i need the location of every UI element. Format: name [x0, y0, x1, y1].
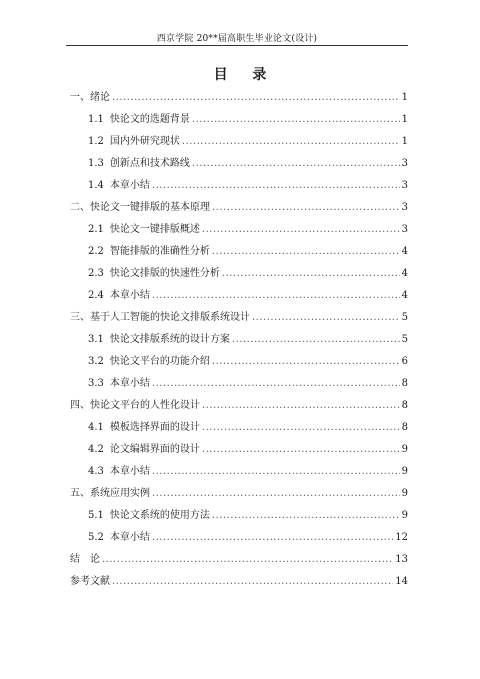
toc-entry-title: 本章小结 — [109, 290, 150, 301]
toc-entry-page: 9 — [401, 444, 408, 455]
toc-entry-title: 二、快论文一键排版的基本原理 — [70, 202, 210, 213]
dot-leader — [102, 549, 393, 571]
toc-entry-title: 三、基于人工智能的快论文排版系统设计 — [70, 312, 250, 323]
toc-entry[interactable] — [70, 417, 408, 439]
dot-leader — [212, 351, 400, 373]
toc-entry-number: 4.2 — [88, 444, 104, 455]
toc-entry-number: 1.3 — [88, 158, 104, 169]
dot-leader — [152, 373, 400, 395]
dot-leader — [202, 439, 400, 461]
toc-entry-title: 快论文排版系统的设计方案 — [109, 334, 230, 345]
toc-entry-number: 4.1 — [88, 422, 104, 433]
dot-leader — [222, 263, 400, 285]
toc-entry-number: 2.4 — [88, 290, 104, 301]
toc-entry[interactable] — [70, 87, 408, 109]
toc-entry-title: 四、快论文平台的人性化设计 — [70, 400, 200, 411]
dot-leader — [212, 241, 400, 263]
dot-leader — [202, 417, 400, 439]
toc-entry-title: 一、绪论 — [70, 92, 110, 103]
toc-entry[interactable] — [70, 131, 408, 153]
toc-entry-title: 快论文系统的使用方法 — [109, 510, 210, 521]
toc-entry[interactable] — [70, 395, 408, 417]
toc-entry[interactable] — [70, 329, 408, 351]
toc-entry[interactable] — [70, 241, 408, 263]
dot-leader — [152, 483, 400, 505]
toc-entry[interactable] — [70, 285, 408, 307]
toc-entry-page: 8 — [401, 422, 408, 433]
toc-entry-page: 14 — [395, 576, 408, 587]
toc-entry-title: 参考文献 — [70, 576, 110, 587]
toc-entry-page: 1 — [401, 114, 408, 125]
toc-entry[interactable] — [70, 549, 408, 571]
toc-entry-page: 4 — [401, 268, 408, 279]
toc-entry[interactable] — [70, 351, 408, 373]
toc-entry-page: 5 — [401, 334, 408, 345]
toc-entry-number: 5.1 — [88, 510, 104, 521]
toc-entry[interactable] — [70, 307, 408, 329]
toc-entry-number: 2.3 — [88, 268, 104, 279]
toc-entry-page: 3 — [401, 202, 408, 213]
toc-entry-page: 9 — [401, 510, 408, 521]
dot-leader — [212, 197, 400, 219]
toc-entry-title: 快论文一键排版概述 — [109, 224, 200, 235]
toc-entry-number: 1.4 — [88, 180, 104, 191]
toc-entry-title: 结 论 — [70, 554, 100, 565]
dot-leader — [112, 571, 393, 593]
toc-entry-page: 4 — [401, 290, 408, 301]
toc-entry-title: 创新点和技术路线 — [109, 158, 190, 169]
toc-entry[interactable] — [70, 483, 408, 505]
toc-entry-title: 快论文排版的快速性分析 — [109, 268, 220, 279]
header-rule — [66, 45, 408, 46]
toc-entry-title: 本章小结 — [109, 532, 150, 543]
toc-entry-title: 快论文平台的功能介绍 — [109, 356, 210, 367]
toc-entry-number: 3.2 — [88, 356, 104, 367]
toc-entry[interactable] — [70, 527, 408, 549]
table-of-contents — [70, 87, 408, 593]
toc-entry[interactable] — [70, 153, 408, 175]
toc-entry[interactable] — [70, 373, 408, 395]
toc-entry-title: 智能排版的准确性分析 — [109, 246, 210, 257]
toc-entry-title: 模板选择界面的设计 — [109, 422, 200, 433]
toc-entry-page: 9 — [401, 488, 408, 499]
toc-entry[interactable] — [70, 175, 408, 197]
toc-title: 目 录 — [213, 67, 277, 83]
dot-leader — [182, 131, 400, 153]
toc-entry-title: 本章小结 — [109, 378, 150, 389]
toc-entry-page: 3 — [401, 158, 408, 169]
toc-entry-title: 论文编辑界面的设计 — [109, 444, 200, 455]
dot-leader — [152, 175, 400, 197]
toc-entry[interactable] — [70, 505, 408, 527]
toc-entry-number: 1.2 — [88, 136, 104, 147]
toc-entry-title: 本章小结 — [109, 180, 150, 191]
running-header: 西京学院 20**届高职生毕业论文(设计) — [156, 34, 318, 44]
dot-leader — [202, 395, 400, 417]
dot-leader — [192, 109, 400, 131]
dot-leader — [232, 329, 400, 351]
toc-entry-number: 2.1 — [88, 224, 104, 235]
toc-entry-page: 3 — [401, 180, 408, 191]
toc-entry-number: 4.3 — [88, 466, 104, 477]
toc-entry-page: 6 — [401, 356, 408, 367]
toc-entry-page: 1 — [401, 92, 408, 103]
dot-leader — [152, 285, 400, 307]
dot-leader — [212, 505, 400, 527]
dot-leader — [112, 87, 400, 109]
dot-leader — [202, 219, 400, 241]
toc-entry[interactable] — [70, 197, 408, 219]
toc-entry-page: 8 — [401, 400, 408, 411]
toc-entry-number: 3.1 — [88, 334, 104, 345]
toc-entry-number: 1.1 — [88, 114, 104, 125]
toc-entry-title: 国内外研究现状 — [109, 136, 180, 147]
toc-entry-title: 本章小结 — [109, 466, 150, 477]
toc-entry[interactable] — [70, 439, 408, 461]
toc-entry[interactable] — [70, 571, 408, 593]
dot-leader — [192, 153, 400, 175]
toc-entry-title: 快论文的选题背景 — [109, 114, 190, 125]
toc-entry-page: 9 — [401, 466, 408, 477]
toc-entry[interactable] — [70, 263, 408, 285]
toc-entry-page: 3 — [401, 224, 408, 235]
dot-leader — [152, 527, 393, 549]
toc-entry-page: 5 — [401, 312, 408, 323]
toc-entry-page: 4 — [401, 246, 408, 257]
toc-entry-page: 8 — [401, 378, 408, 389]
toc-entry[interactable] — [70, 109, 408, 131]
dot-leader — [252, 307, 400, 329]
toc-entry-number: 3.3 — [88, 378, 104, 389]
dot-leader — [152, 461, 400, 483]
toc-entry-title: 五、系统应用实例 — [70, 488, 150, 499]
toc-entry-number: 2.2 — [88, 246, 104, 257]
toc-entry-page: 12 — [395, 532, 408, 543]
toc-entry-page: 1 — [401, 136, 408, 147]
toc-entry-page: 13 — [395, 554, 408, 565]
toc-entry[interactable] — [70, 461, 408, 483]
toc-entry[interactable] — [70, 219, 408, 241]
toc-entry-number: 5.2 — [88, 532, 104, 543]
